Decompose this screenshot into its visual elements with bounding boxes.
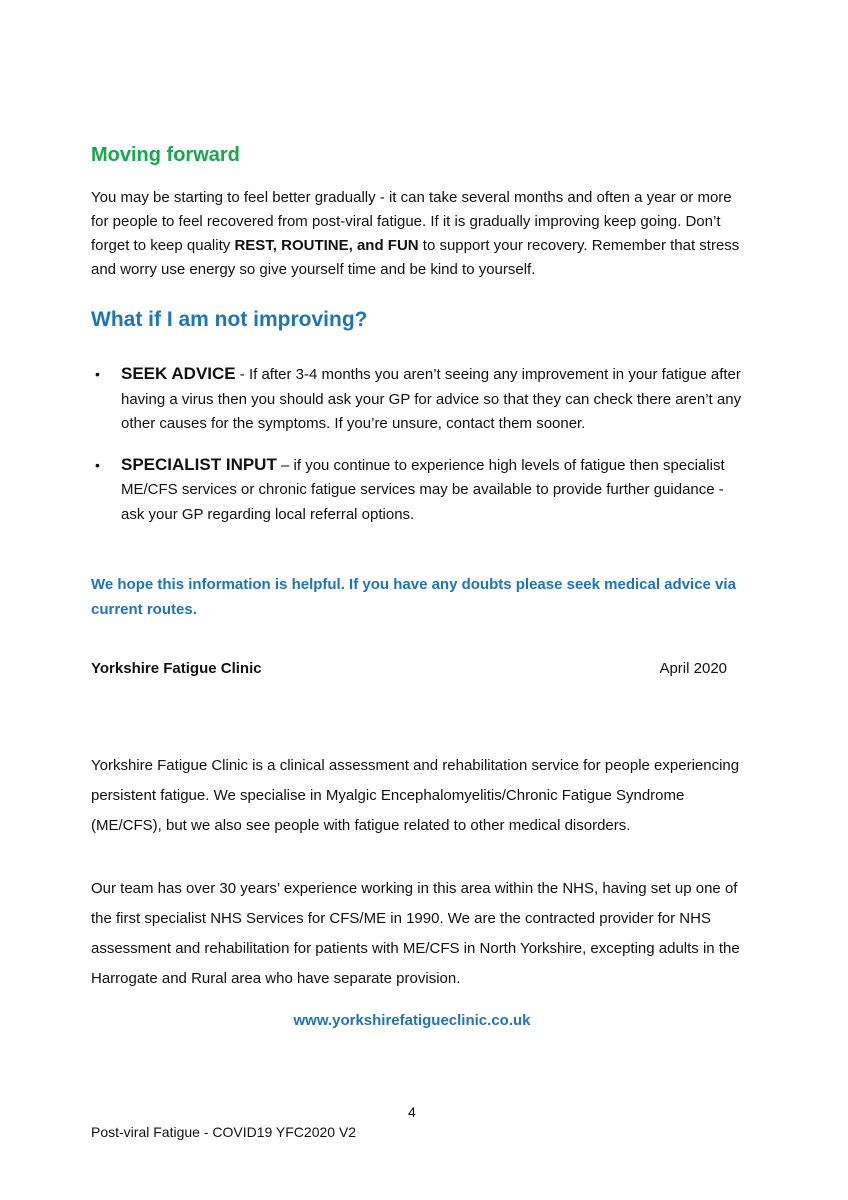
bullet-icon: • [95, 456, 100, 473]
about-paragraph-1: Yorkshire Fatigue Clinic is a clinical assessment and rehabilitation service for people experiencing persistent fatigue. We specialise in Myalgic Encephalomyelitis/Chronic Fatigue Syndrome (ME/CFS), but we also see people with fatigue related to other medical disorders. [91, 757, 740, 834]
moving-forward-text-2: to support your recovery. Remember that stress and worry use energy so give yourself time and be kind to yourself. [91, 237, 740, 278]
page-number: 4 [408, 1104, 416, 1120]
moving-forward-text-1: You may be starting to feel better gradually - it can take several months and often a year or more for people to feel recovered from post-viral fatigue. If it is gradually improving keep going. Don’t forget to keep quality [91, 189, 732, 254]
website-link[interactable]: www.yorkshirefatigueclinic.co.uk [293, 1012, 531, 1029]
signoff-date: April 2020 [659, 660, 727, 677]
about-paragraph-2: Our team has over 30 years’ experience working in this area within the NHS, having set up one of the first specialist NHS Services for CFS/ME in 1990. We are the contracted provider for NHS assessment and rehabilitation for patients with ME/CFS in North Yorkshire, excepting adults in the Harrogate and Rural area who have separate provision. [91, 880, 740, 987]
bullet-text: – if you continue to experience high levels of fatigue then specialist ME/CFS services or chronic fatigue services may be available to provide further guidance - ask your GP regarding local referral options. [121, 456, 725, 523]
advice-list [91, 362, 751, 543]
list-item-specialist-input [91, 453, 751, 528]
bullet-title: SEEK ADVICE [121, 364, 236, 383]
moving-forward-heading: Moving forward [91, 144, 240, 166]
moving-forward-bold: REST, ROUTINE, and FUN [234, 237, 419, 254]
signoff-organisation: Yorkshire Fatigue Clinic [91, 660, 262, 677]
footer-text: Post-viral Fatigue - COVID19 YFC2020 V2 [91, 1124, 357, 1140]
list-item-seek-advice [91, 362, 751, 437]
not-improving-heading: What if I am not improving? [91, 308, 368, 331]
moving-forward-paragraph [91, 186, 751, 282]
bullet-icon: • [95, 366, 100, 382]
helpful-note: We hope this information is helpful. If you have any doubts please seek medical advice via current routes. [91, 576, 736, 618]
bullet-text: - If after 3-4 months you aren’t seeing any improvement in your fatigue after having a virus then you should ask your GP for advice so that they can check there aren’t any other causes for the symptoms. If you’re unsure, contact them sooner. [121, 366, 742, 432]
signoff [91, 658, 727, 680]
bullet-title: SPECIALIST INPUT [121, 454, 277, 474]
